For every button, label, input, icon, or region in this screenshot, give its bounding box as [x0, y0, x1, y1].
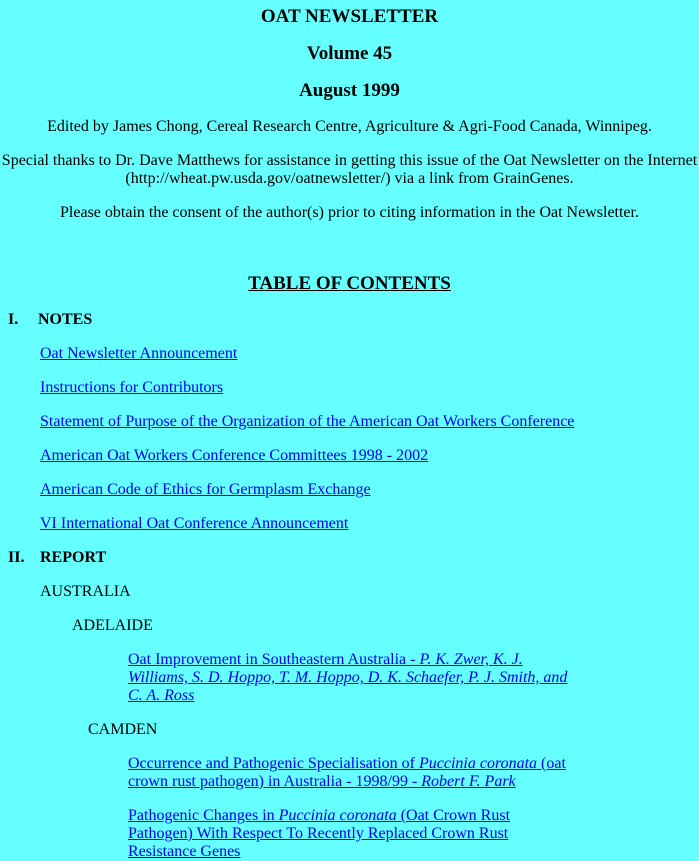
thanks-line-2: (http://wheat.pw.usda.gov/oatnewsletter/) via a link from GrainGenes. [125, 170, 574, 187]
ref2-title-pre: Occurrence and Pathogenic Specialisation of [128, 755, 419, 772]
consent-notice: Please obtain the consent of the author(s) prior to citing information in the Oat Newsletter. [60, 204, 639, 221]
editor-line: Edited by James Chong, Cereal Research Centre, Agriculture & Agri-Food Canada, Winnipeg. [47, 118, 652, 135]
link-code-of-ethics[interactable]: American Code of Ethics for Germplasm Exchange [40, 481, 371, 498]
ref1-authors: P. K. Zwer, K. J. Williams, S. D. Hoppo, T. M. Hoppo, D. K. Schaefer, P. J. Smith, and C. A. Ross [128, 651, 568, 704]
ref1-title: Oat Improvement in Southeastern Australia [128, 651, 407, 668]
issue-date: August 1999 [299, 80, 400, 101]
link-international-oat-conference[interactable]: VI International Oat Conference Announcement [40, 515, 349, 532]
ref3-title-post: (Oat Crown Rust Pathogen) With Respect To Recently Replaced Crown Rust Resistance Genes [128, 807, 511, 860]
report-link-pathogenic-changes-text[interactable] [128, 807, 510, 860]
ref3-title-pre: Pathogenic Changes in [128, 807, 279, 824]
report-link-crown-rust-occurrence[interactable] [128, 755, 568, 791]
region-heading-adelaide: ADELAIDE [72, 617, 153, 634]
country-heading: AUSTRALIA [40, 583, 131, 600]
ref3-species: Puccinia coronata [278, 807, 397, 824]
link-instructions-for-contributors[interactable]: Instructions for Contributors [40, 379, 224, 396]
report-link-oat-improvement[interactable] [128, 651, 578, 705]
section-title-report: REPORT [40, 549, 107, 566]
section-number-notes: I. [8, 311, 19, 328]
thanks-line-1: Special thanks to Dr. Dave Matthews for assistance in getting this issue of the Oat Newsletter on the Internet [1, 152, 698, 169]
newsletter-title: OAT NEWSLETTER [260, 6, 439, 27]
ref2-authors: Robert F. Park [421, 773, 516, 790]
link-oat-newsletter-announcement[interactable]: Oat Newsletter Announcement [40, 345, 238, 362]
ref2-species: Puccinia coronata [419, 755, 538, 772]
report-link-pathogenic-changes[interactable] [128, 807, 568, 861]
link-statement-of-purpose[interactable]: Statement of Purpose of the Organization of the American Oat Workers Conference [40, 413, 575, 430]
ref2-title-post: (oat crown rust pathogen) in Australia - 1998/99 [128, 755, 566, 790]
volume-label: Volume 45 [306, 43, 393, 64]
link-committees[interactable]: American Oat Workers Conference Committees 1998 - 2002 [40, 447, 429, 464]
section-number-report: II. [8, 549, 25, 566]
report-link-crown-rust-occurrence-text[interactable] [128, 755, 566, 790]
toc-heading: TABLE OF CONTENTS [248, 273, 451, 294]
region-heading-camden: CAMDEN [88, 721, 158, 738]
ref2-sep: - [407, 773, 422, 790]
section-title-notes: NOTES [38, 311, 93, 328]
ref1-sep: - [406, 651, 420, 668]
report-link-oat-improvement-text[interactable] [128, 651, 567, 704]
